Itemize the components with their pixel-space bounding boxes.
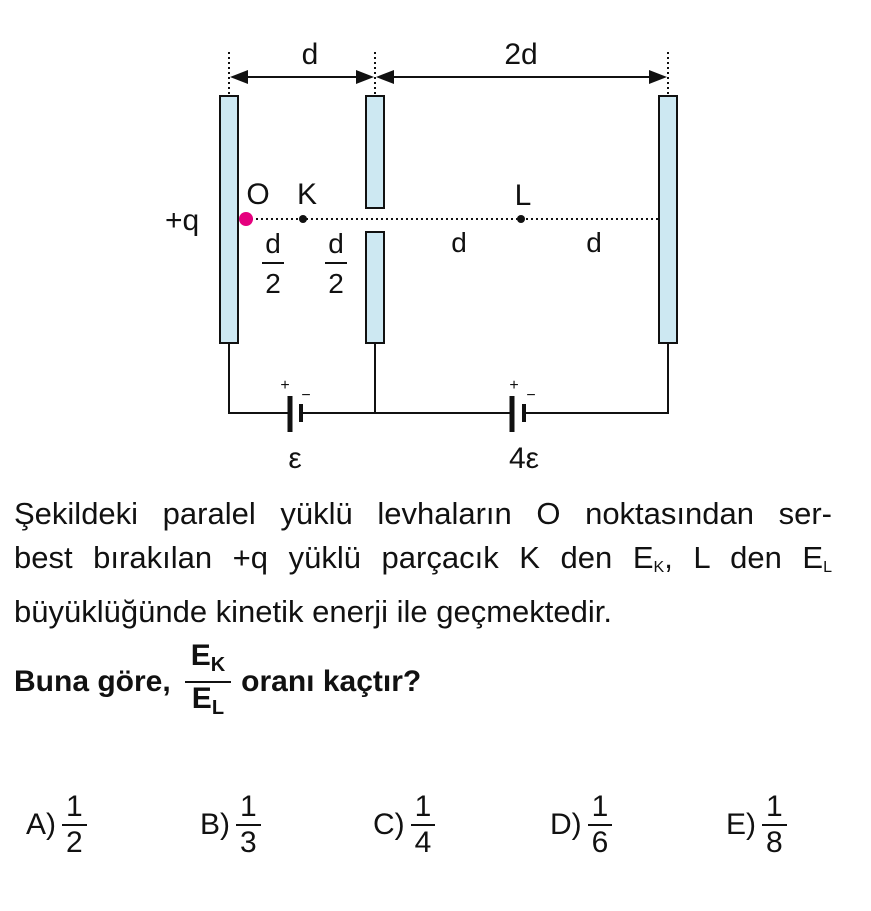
battery-4epsilon xyxy=(512,396,524,432)
dimension-label-2d: 2d xyxy=(504,38,538,71)
point-l-label: L xyxy=(514,179,532,212)
wire-right xyxy=(526,343,668,413)
dimension-arrow-2d xyxy=(376,70,667,84)
half-distance-1-den: 2 xyxy=(265,268,281,299)
option-d-fraction: 1 6 xyxy=(588,790,613,860)
battery-2-minus: − xyxy=(526,387,536,404)
dimension-arrow-d xyxy=(230,70,374,84)
option-e-label: E) xyxy=(726,808,756,841)
half-distance-2-num: d xyxy=(328,228,344,259)
question-prefix: Buna göre, xyxy=(14,665,171,698)
option-b[interactable] xyxy=(200,790,261,860)
option-d[interactable] xyxy=(550,790,612,860)
point-k-dot xyxy=(299,215,307,223)
option-a-fraction: 1 2 xyxy=(62,790,87,860)
problem-line-2-b: , L den E xyxy=(664,540,824,575)
plate-left xyxy=(220,96,238,343)
charge-label: +q xyxy=(165,204,200,237)
ratio-numerator: $E_K$ xyxy=(190,639,226,676)
battery-2-label: 4ε xyxy=(508,442,540,475)
option-e[interactable] xyxy=(726,790,787,860)
particle-o xyxy=(239,212,253,226)
option-b-label: B) xyxy=(200,808,230,841)
option-e-fraction: 1 8 xyxy=(762,790,787,860)
point-l-dot xyxy=(517,215,525,223)
battery-2-plus: + xyxy=(509,377,519,394)
option-d-label: D) xyxy=(550,808,582,841)
option-b-fraction: 1 3 xyxy=(236,790,261,860)
option-a[interactable] xyxy=(26,790,87,860)
segment-d-1: d xyxy=(451,227,467,258)
question xyxy=(14,640,421,724)
problem-text xyxy=(14,492,832,634)
plate-right xyxy=(659,96,677,343)
wire-left-middle xyxy=(302,343,375,413)
answer-options xyxy=(0,790,871,870)
option-a-label: A) xyxy=(26,808,56,841)
half-distance-1-num: d xyxy=(265,228,281,259)
plate-middle-top xyxy=(366,96,384,208)
question-suffix: oranı kaçtır? xyxy=(241,665,422,698)
battery-1-plus: + xyxy=(280,377,290,394)
point-k-label: K xyxy=(296,178,318,211)
option-c-fraction: 1 4 xyxy=(411,790,436,860)
battery-1-minus: − xyxy=(301,387,311,404)
problem-line-1: Şekildeki paralel yüklü levhaların O noktasından ser- xyxy=(14,496,832,531)
problem-line-2 xyxy=(14,536,832,590)
half-distance-2-den: 2 xyxy=(328,268,344,299)
point-o-label: O xyxy=(246,178,270,211)
ratio-fraction xyxy=(185,640,231,724)
battery-epsilon xyxy=(290,396,301,432)
ek-subscript: K xyxy=(653,559,665,576)
dimension-label-d: d xyxy=(301,38,319,71)
option-c[interactable] xyxy=(373,790,435,860)
el-subscript: L xyxy=(823,559,832,576)
ratio-denominator: $E_L$ xyxy=(191,682,225,719)
problem-line-3: büyüklüğünde kinetik enerji ile geçmektedir. xyxy=(14,594,612,629)
option-c-label: C) xyxy=(373,808,405,841)
plate-middle-bottom xyxy=(366,232,384,343)
problem-line-2-a: best bırakılan +q yüklü parçacık K den E xyxy=(14,540,654,575)
battery-1-label: ε xyxy=(288,442,302,475)
segment-d-2: d xyxy=(586,227,602,258)
